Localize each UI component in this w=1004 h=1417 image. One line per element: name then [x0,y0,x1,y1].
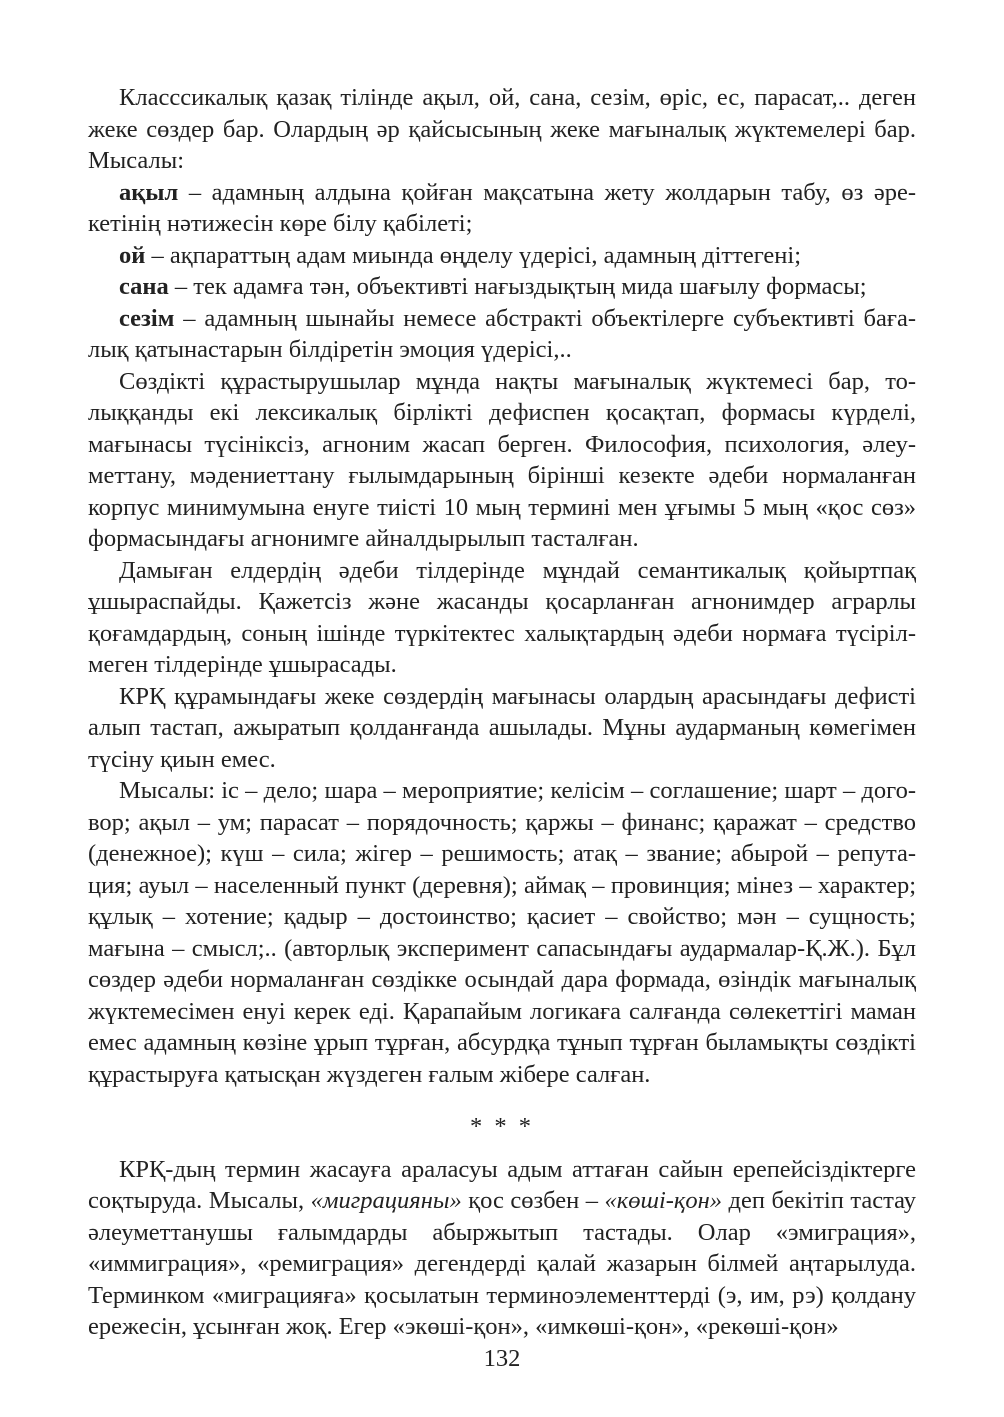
section-separator: * * * [470,1113,534,1140]
definition-sezim-text: – адамның шынайы немесе абстракті объектілерге субъективті бағалық қатынастарын білдіретін эмоция үдерісі,.. [88,304,916,363]
paragraph-migration [88,1154,916,1343]
migration-italic-term-2: «көші-қон» [604,1187,723,1214]
term-oi: ой [119,241,146,269]
paragraph-compilers: Сөздікті құрастырушылар мұнда нақты мағыналық жүктемесі бар, толыққанды екі лексикалық бірлікті дефиспен қосақтап, формасы күрделі, мағынасы түсініксіз, агноним жасап берген. Философия, психология, әлеуметтану, мәдениеттану ғылымдарының бірінші кезекте әдеби нормаланған корпус минимумына енуге тиісті 10 мың термині мен ұғымы 5 мың «қос сөз» формасындағы агнонимге айналдырылып тасталған. [88,367,916,552]
paragraph-developed-languages: Дамыған елдердің әдеби тілдерінде мұндай семантикалық қойыртпақ ұшыраспайды. Қажетсіз және жасанды қосарланған агнонимдер аграрлы қоғамдардың, соның ішінде түркітектес халықтардың әдеби нормаға түсірілмеген тілдерінде ұшырасады. [88,556,916,678]
migration-text-c: деп бекітіп тастау әлеуметтанушы ғалымдарды абыржытып тастады. Олар «эмиграция», «иммиграция», «ремиграция» дегендерді қалай жазарын білмей аңтарылуда. Терминком «миграцияға» қосылатын терминоэлементтерді (э, им, рэ) қолдану ережесін, ұсынған жоқ. Егер «экөші-қон», «имкөші-қон», «рекөші-қон» [88,1187,916,1340]
paragraph-examples: Мысалы: іс – дело; шара – мероприятие; келісім – соглашение; шарт – договор; ақыл – ум; парасат – порядочность; қаржы – финанс; қаражат – средство (денежное); күш – сила; жігер – решимость; атақ – звание; абырой – репутация; ауыл – населенный пункт (деревня); аймақ – провинция; мінез – характер; құлық – хотение; қадыр – достоинство; қасиет – свойство; мән – сущность; мағына – смысл;.. (авторлық эксперимент сапасындағы аудармалар-Қ.Ж.). Бұл сөздер әдеби нормаланған сөздікке осындай дара формада, өзіндік мағыналық жүктемесімен енуі керек еді. Қарапайым логикаға салғанда сөлекеттігі маман емес адамның көзіне ұрып тұрған, абсурдқа тұнып тұрған быламықты сөздікті құрастыруға қатысқан жүздеген ғалым жібере салған. [88,777,916,1088]
definition-sezim [88,303,916,366]
term-akyl: ақыл [119,178,179,206]
page-number: 132 [483,1345,521,1372]
term-sana: сана [119,273,169,300]
definition-sana [88,271,916,303]
migration-text-b: қос сөзбен – [461,1187,605,1214]
migration-text-a: КРҚ-дың термин жасауға араласуы адым аттаған сайын ерепейсіздіктерге соқтыруда. Мысалы, [88,1155,916,1214]
migration-italic-term-1: «миграцияны» [310,1187,462,1214]
definition-sana-text: – тек адамға тән, объективті нағыздықтың мида шағылу формасы; [168,273,867,300]
term-sezim: сезім [119,304,175,332]
paragraph-intro: Класссикалық қазақ тілінде ақыл, ой, сана, сезім, өріс, ес, парасат,.. деген жеке сөздер бар. Олардың әр қайсысының жеке мағыналық жүктемелері бар. Мысалы: [88,84,916,174]
document-body [88,82,916,1343]
definition-oi [88,240,916,272]
definition-akyl [88,177,916,240]
definition-oi-text: – ақпараттың адам миында өңделу үдерісі, адамның діттегені; [145,241,802,269]
definition-akyl-text: – адамның алдына қойған мақсатына жету жолдарын табу, өз әрекетінің нәтижесін көре білу қабілеті; [88,178,916,237]
paragraph-krk-meaning: КРҚ құрамындағы жеке сөздердің мағынасы олардың арасындағы дефисті алып тастап, ажыратып қолданғанда ашылады. Мұны аударманың көмегімен түсіну қиын емес. [88,682,916,773]
